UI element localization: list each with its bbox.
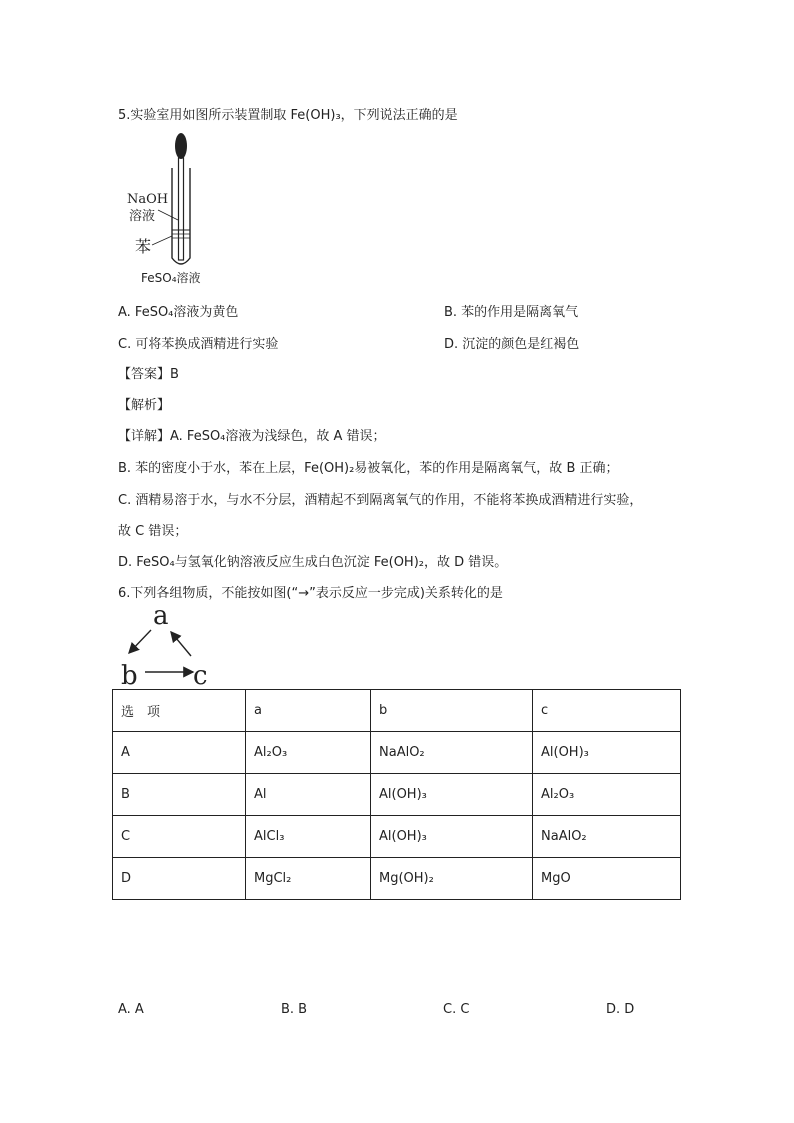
q5-option-b[interactable]: B. 苯的作用是隔离氧气 [444,305,579,320]
options-table [112,689,681,900]
header-cell: 选 项 [113,690,246,732]
header-cell: a [246,690,371,732]
table-cell: B [113,774,246,816]
naoh-label: NaOH [127,192,169,207]
table-cell: Al(OH)₃ [533,732,681,774]
q5-analysis-title: 【解析】 [118,398,171,413]
benzene-label: 苯 [135,237,152,256]
node-b: b [121,661,138,688]
benzene-pointer [152,236,172,245]
test-tube-figure [120,130,240,290]
table-cell: Al₂O₃ [246,732,371,774]
table-cell: AlCl₃ [246,816,371,858]
q5-detail-line: 故 C 错误； [118,524,188,539]
table-cell: NaAlO₂ [533,816,681,858]
q6-choice-a[interactable]: A. A [118,1002,144,1017]
table-cell: A [113,732,246,774]
table-row [113,774,681,816]
q5-detail-line: B. 苯的密度小于水，苯在上层，Fe(OH)₂易被氧化，苯的作用是隔离氧气，故 B 正确； [118,461,619,476]
q6-stem: 6.下列各组物质，不能按如图(“→”表示反应一步完成)关系转化的是 [118,586,503,601]
naoh-label-2: 溶液 [129,209,156,224]
header-cell: b [371,690,533,732]
q5-detail-line: 【详解】A. FeSO₄溶液为浅绿色，故 A 错误； [118,429,386,444]
dropper-tube [179,158,184,260]
table-cell: Al₂O₃ [533,774,681,816]
table-cell: Al(OH)₃ [371,816,533,858]
q5-option-d[interactable]: D. 沉淀的颜色是红褐色 [444,337,580,352]
feso4-label: FeSO₄溶液 [141,271,201,285]
table-cell: D [113,858,246,900]
header-cell: c [533,690,681,732]
arrow-c-to-a [171,632,191,656]
conversion-diagram [115,598,225,688]
q5-stem: 5.实验室用如图所示装置制取 Fe(OH)₃，下列说法正确的是 [118,108,458,123]
q6-choice-d[interactable]: D. D [606,1002,635,1017]
table-cell: MgO [533,858,681,900]
table-cell: Al(OH)₃ [371,774,533,816]
table-cell: Mg(OH)₂ [371,858,533,900]
test-tube [172,168,190,264]
table-row [113,732,681,774]
dropper-bulb [175,133,187,159]
q5-option-c[interactable]: C. 可将苯换成酒精进行实验 [118,337,279,352]
q6-choice-b[interactable]: B. B [281,1002,308,1017]
table-header-row [113,690,681,732]
q6-choice-c[interactable]: C. C [443,1002,470,1017]
q5-option-a[interactable]: A. FeSO₄溶液为黄色 [118,305,239,320]
table-cell: MgCl₂ [246,858,371,900]
table-row [113,858,681,900]
q5-detail-line: C. 酒精易溶于水，与水不分层，酒精起不到隔离氧气的作用，不能将苯换成酒精进行实验， [118,493,643,508]
q5-detail-line: D. FeSO₄与氢氧化钠溶液反应生成白色沉淀 Fe(OH)₂，故 D 错误。 [118,555,508,570]
table-cell: C [113,816,246,858]
table-cell: Al [246,774,371,816]
table-row [113,816,681,858]
q5-answer: 【答案】B [118,367,179,382]
node-c: c [193,661,208,688]
table-cell: NaAlO₂ [371,732,533,774]
node-a: a [153,601,169,631]
naoh-pointer [158,210,178,220]
arrow-a-to-b [129,630,151,653]
